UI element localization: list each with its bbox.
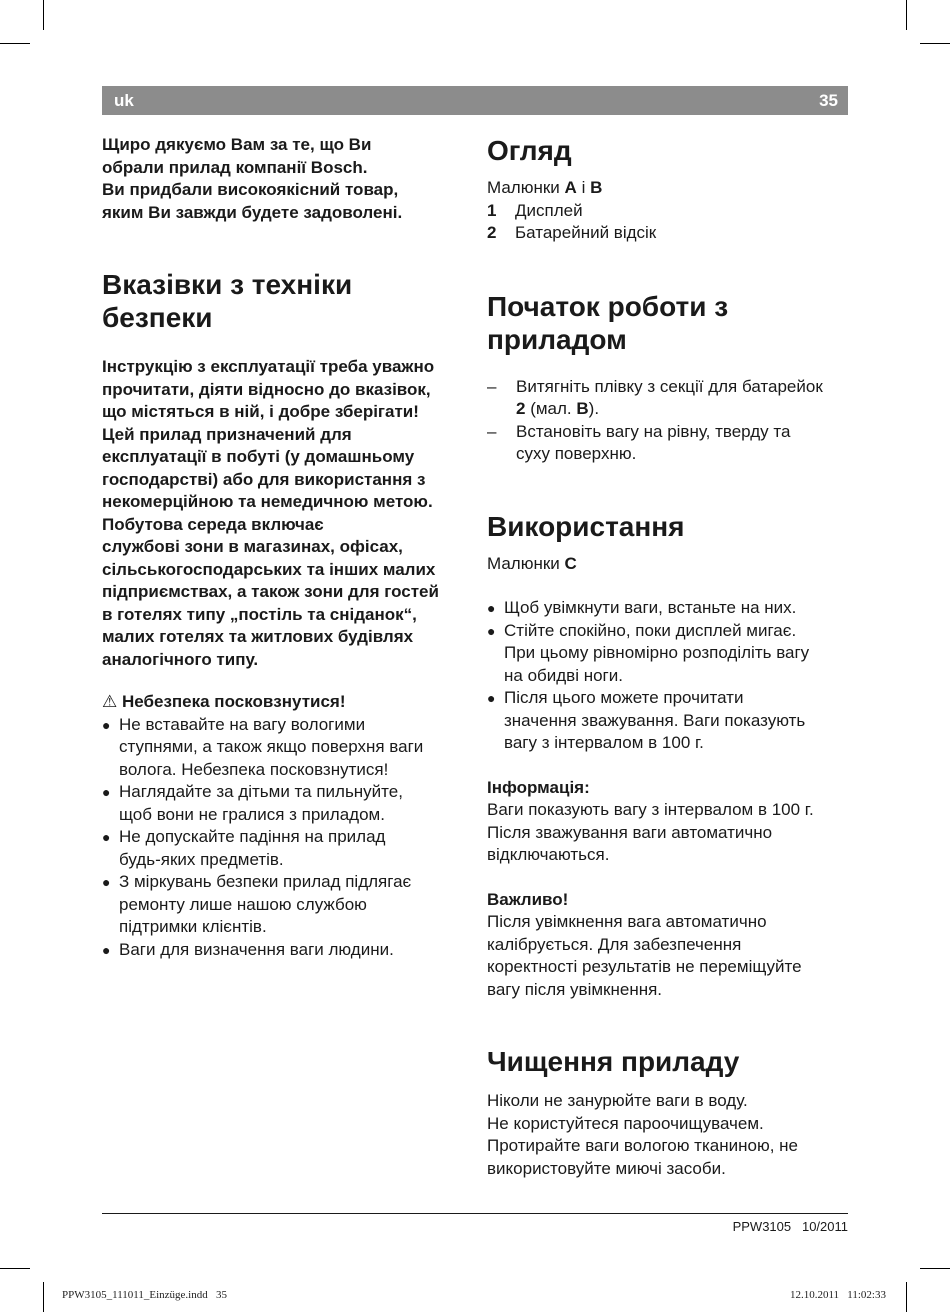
overview-heading: Огляд (487, 135, 572, 166)
crop-mark (43, 1282, 44, 1312)
usage-list (487, 597, 849, 755)
info-text: Ваги показують вагу з інтервалом в 100 г. Після зважування ваги автоматично відключаються. (487, 800, 814, 864)
list-item: ● Стійте спокійно, поки дисплей мигає. При цьому рівномірно розподіліть вагу на обидві ноги. (487, 620, 849, 688)
important-text: Після увімкнення вага автоматично калібрується. Для забезпечення коректності результатів не переміщуйте вагу після увімкнення. (487, 912, 802, 999)
parts-list (487, 200, 849, 245)
crop-mark (0, 1268, 30, 1269)
cleaning-text: Ніколи не занурюйте ваги в воду. Не користуйтеся пароочищувачем. Протирайте ваги вологою тканиною, не використовуйте миючі засоби. (487, 1091, 798, 1178)
right-column (487, 134, 849, 1180)
safety-notice: Інструкцію з експлуатації треба уважно прочитати, діяти відносно до вказівок, що містяться в ній, і добре зберігати! Цей прилад призначений для експлуатації в побуті (у домашньому господарстві) або для використання з некомерційною та немедичною метою. Побутова середа включає службові зони в магазинах, офісах, сільськогосподарських та інших малих підприємствах, а також зони для гостей в готелях типу „постіль та сніданок“, малих готелях та житлових будівлях аналогічного типу. (102, 357, 439, 669)
crop-mark (906, 1282, 907, 1312)
list-item: 1 Дисплей (487, 200, 583, 220)
list-item: ● Наглядайте за дітьми та пильнуйте, щоб вони не гралися з приладом. (102, 781, 466, 826)
usage-figures: Малюнки C (487, 553, 577, 573)
list-item: ● Не вставайте на вагу вологими ступнями, а також якщо поверхня ваги волога. Небезпека посковзнутися! (102, 714, 466, 782)
left-column (102, 134, 466, 961)
info-title: Інформація: (487, 777, 590, 797)
usage-heading: Використання (487, 510, 685, 542)
footer-model-date: PPW3105 10/2011 (732, 1219, 848, 1234)
important-title: Важливо! (487, 889, 569, 909)
crop-mark (920, 43, 950, 44)
crop-mark (0, 43, 30, 44)
crop-mark (43, 0, 44, 30)
crop-mark (906, 0, 907, 30)
cleaning-heading: Чищення приладу (487, 1046, 740, 1077)
crop-mark (920, 1268, 950, 1269)
getting-started-steps (487, 376, 849, 466)
footer-rule (102, 1213, 848, 1214)
list-item: ● Ваги для визначення ваги людини. (102, 939, 466, 962)
print-slug-file: PPW3105_111011_Einzüge.indd 35 (62, 1289, 227, 1301)
warning-list (102, 714, 466, 962)
slip-warning-title: ⚠ Небезпека посковзнутися! (102, 692, 346, 711)
safety-heading: Вказівки з техніки безпеки (102, 269, 353, 333)
getting-started-heading: Початок роботи з приладом (487, 290, 729, 355)
page-number: 35 (819, 91, 838, 110)
list-item: ● Не допускайте падіння на прилад будь-яких предметів. (102, 826, 466, 871)
list-item: ● Після цього можете прочитати значення зважування. Ваги показують вагу з інтервалом в 100 г. (487, 687, 849, 755)
warning-triangle-icon: ⚠ (102, 692, 118, 711)
overview-figures: Малюнки A і B (487, 178, 603, 197)
list-item: ● Щоб увімкнути ваги, встаньте на них. (487, 597, 849, 620)
list-item: – Витягніть плівку з секції для батарейок 2 (мал. B). (487, 376, 849, 421)
print-slug-timestamp: 12.10.2011 11:02:33 (789, 1289, 886, 1301)
list-item: – Встановіть вагу на рівну, тверду та суху поверхню. (487, 421, 849, 466)
list-item: ● З міркувань безпеки прилад підлягає ремонту лише нашою службою підтримки клієнтів. (102, 871, 466, 939)
page-header-bar (102, 86, 848, 115)
list-item: 2 Батарейний відсік (487, 223, 657, 242)
language-code: uk (114, 91, 134, 110)
intro-text: Щиро дякуємо Вам за те, що Ви обрали прилад компанії Bosch. Ви придбали високоякісний товар, яким Ви завжди будете задоволені. (102, 135, 403, 222)
